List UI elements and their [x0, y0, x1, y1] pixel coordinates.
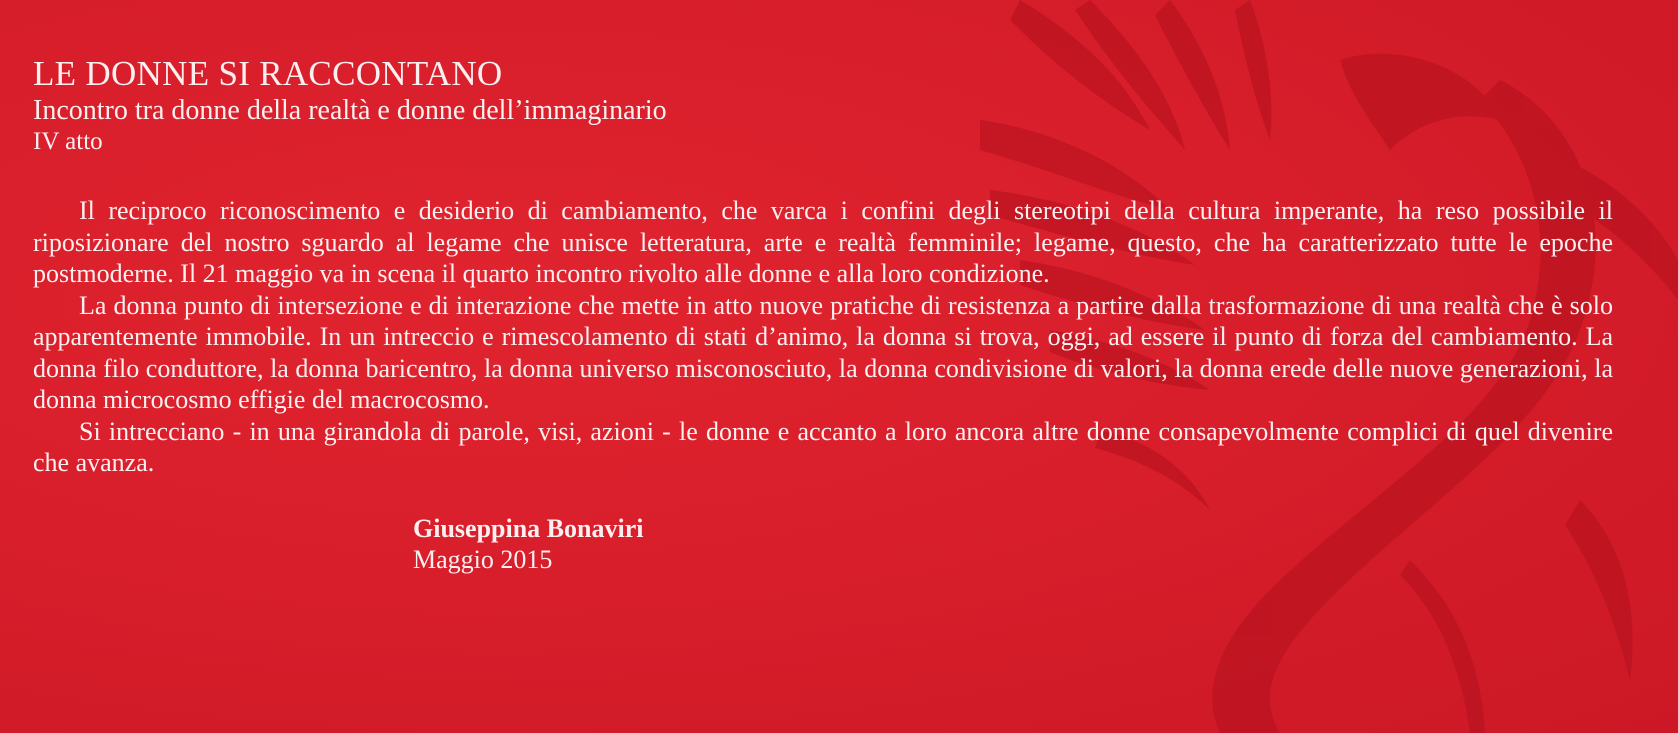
- page-subtitle: Incontro tra donne della realtà e donne dell’immaginario: [33, 95, 667, 126]
- body-text: [33, 195, 1613, 479]
- signature-block: [413, 513, 1613, 575]
- document-content: [33, 54, 1613, 575]
- page-title: LE DONNE SI RACCONTANO: [33, 54, 503, 93]
- act-label: IV atto: [33, 128, 103, 155]
- signature-date: Maggio 2015: [413, 544, 553, 574]
- paragraph: La donna punto di intersezione e di interazione che mette in atto nuove pratiche di resistenza a partire dalla trasformazione di una realtà che è solo apparentemente immobile. In un intreccio e rimescolamento di stati d’animo, la donna si trova, oggi, ad essere il punto di forza del cambiamento. La donna filo conduttore, la donna baricentro, la donna universo misconosciuto, la donna condivisione di valori, la donna erede delle nuove generazioni, la donna microcosmo effigie del macrocosmo.: [33, 290, 1613, 414]
- paragraph: Si intrecciano - in una girandola di parole, visi, azioni - le donne e accanto a loro ancora altre donne consapevolmente complici di quel divenire che avanza.: [33, 416, 1613, 477]
- paragraph: Il reciproco riconoscimento e desiderio di cambiamento, che varca i confini degli stereotipi della cultura imperante, ha reso possibile il riposizionare del nostro sguardo al legame che unisce letteratura, arte e realtà femminile; legame, questo, che ha caratterizzato tutte le epoche postmoderne. Il 21 maggio va in scena il quarto incontro rivolto alle donne e alla loro condizione.: [33, 196, 1613, 288]
- author-name: Giuseppina Bonaviri: [413, 513, 644, 543]
